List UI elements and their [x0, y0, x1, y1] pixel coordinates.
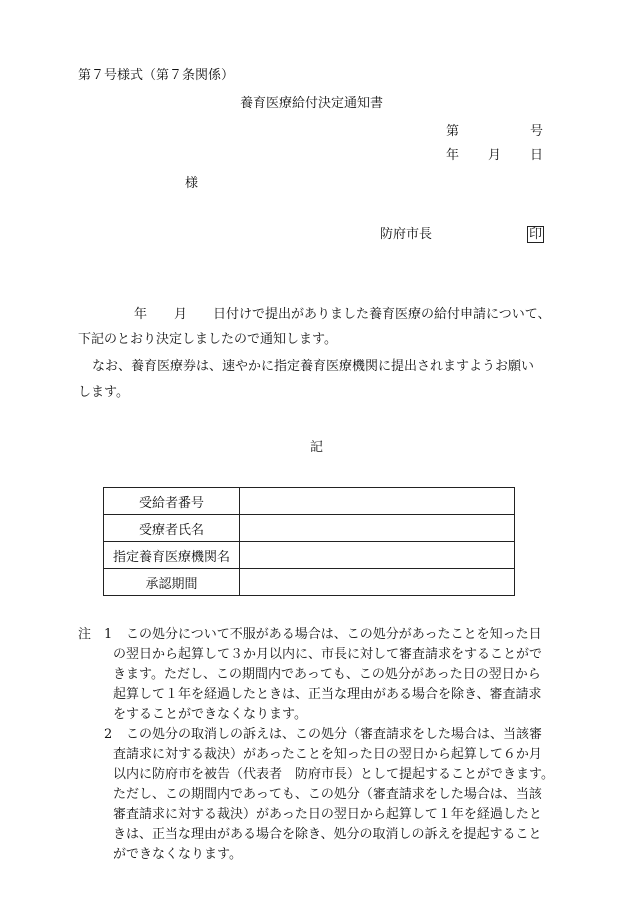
- row-label-medical-institution: 指定養育医療機関名: [104, 542, 240, 569]
- note2-line5: 審査請求に対する裁決）があった日の翌日から起算して１年を経過したと: [113, 807, 542, 822]
- row-label-recipient-number: 受給者番号: [104, 488, 240, 515]
- row-label-patient-name: 受療者氏名: [104, 515, 240, 542]
- note1-line5: をすることができなくなります。: [113, 707, 307, 722]
- number-label-dai: 第: [446, 124, 460, 139]
- notes-head: 注: [78, 627, 92, 642]
- date-month-label: 月: [488, 148, 502, 163]
- note2-line7: ができなくなります。: [113, 847, 242, 862]
- form-code: 第７号様式（第７条関係）: [78, 68, 235, 83]
- body-line3: なお、養育医療券は、速やかに指定養育医療機関に提出されますようお願い: [92, 359, 535, 374]
- date-year-label: 年: [446, 148, 460, 163]
- note1-line3: きます。ただし、この期間内であっても、この処分があった日の翌日から: [113, 667, 541, 682]
- body-line1-month: 月: [174, 307, 188, 322]
- body-line1-text: 日付けで提出がありました養育医療の給付申請について、: [213, 307, 551, 322]
- seal-mark: [527, 226, 544, 243]
- note2-line1: この処分の取消しの訴えは、この処分（審査請求をした場合は、当該審: [126, 727, 543, 742]
- body-line1-year: 年: [134, 307, 148, 322]
- table-row: [104, 542, 515, 569]
- table-row: [104, 488, 515, 515]
- addressee-suffix: 様: [185, 176, 199, 191]
- row-value-approval-period[interactable]: [240, 569, 515, 596]
- table-row: [104, 569, 515, 596]
- number-label-go: 号: [530, 124, 544, 139]
- body-line2: 下記のとおり決定しましたので通知します。: [78, 332, 337, 347]
- note2-line6: きは、正当な理由がある場合を除き、処分の取消しの訴えを提起すること: [113, 827, 542, 842]
- issuer-name: 防府市長: [380, 227, 433, 242]
- note2-number: 2: [104, 727, 113, 742]
- note2-line4: ただし、この期間内であっても、この処分（審査請求をした場合は、当該: [113, 787, 542, 802]
- note1-line4: 起算して１年を経過したときは、正当な理由がある場合を除き、審査請求: [113, 687, 542, 702]
- note1-number: 1: [104, 627, 113, 642]
- note2-line3: 以内に防府市を被告（代表者 防府市長）として提起することができます。: [113, 767, 554, 782]
- row-label-approval-period: 承認期間: [104, 569, 240, 596]
- date-day-label: 日: [530, 148, 544, 163]
- ki-heading: 記: [310, 440, 324, 455]
- row-value-patient-name[interactable]: [240, 515, 515, 542]
- row-value-recipient-number[interactable]: [240, 488, 515, 515]
- table-row: [104, 515, 515, 542]
- note1-line2: の翌日から起算して３か月以内に、市長に対して審査請求をすることがで: [113, 647, 543, 662]
- info-table: [103, 487, 515, 596]
- note1-line1: この処分について不服がある場合は、この処分があったことを知った日: [126, 627, 542, 642]
- note2-line2: 査請求に対する裁決）があったことを知った日の翌日から起算して６か月: [113, 747, 542, 762]
- document-title: 養育医療給付決定通知書: [240, 96, 384, 111]
- row-value-medical-institution[interactable]: [240, 542, 515, 569]
- body-line4: します。: [78, 385, 129, 400]
- seal-label: 印: [529, 227, 543, 242]
